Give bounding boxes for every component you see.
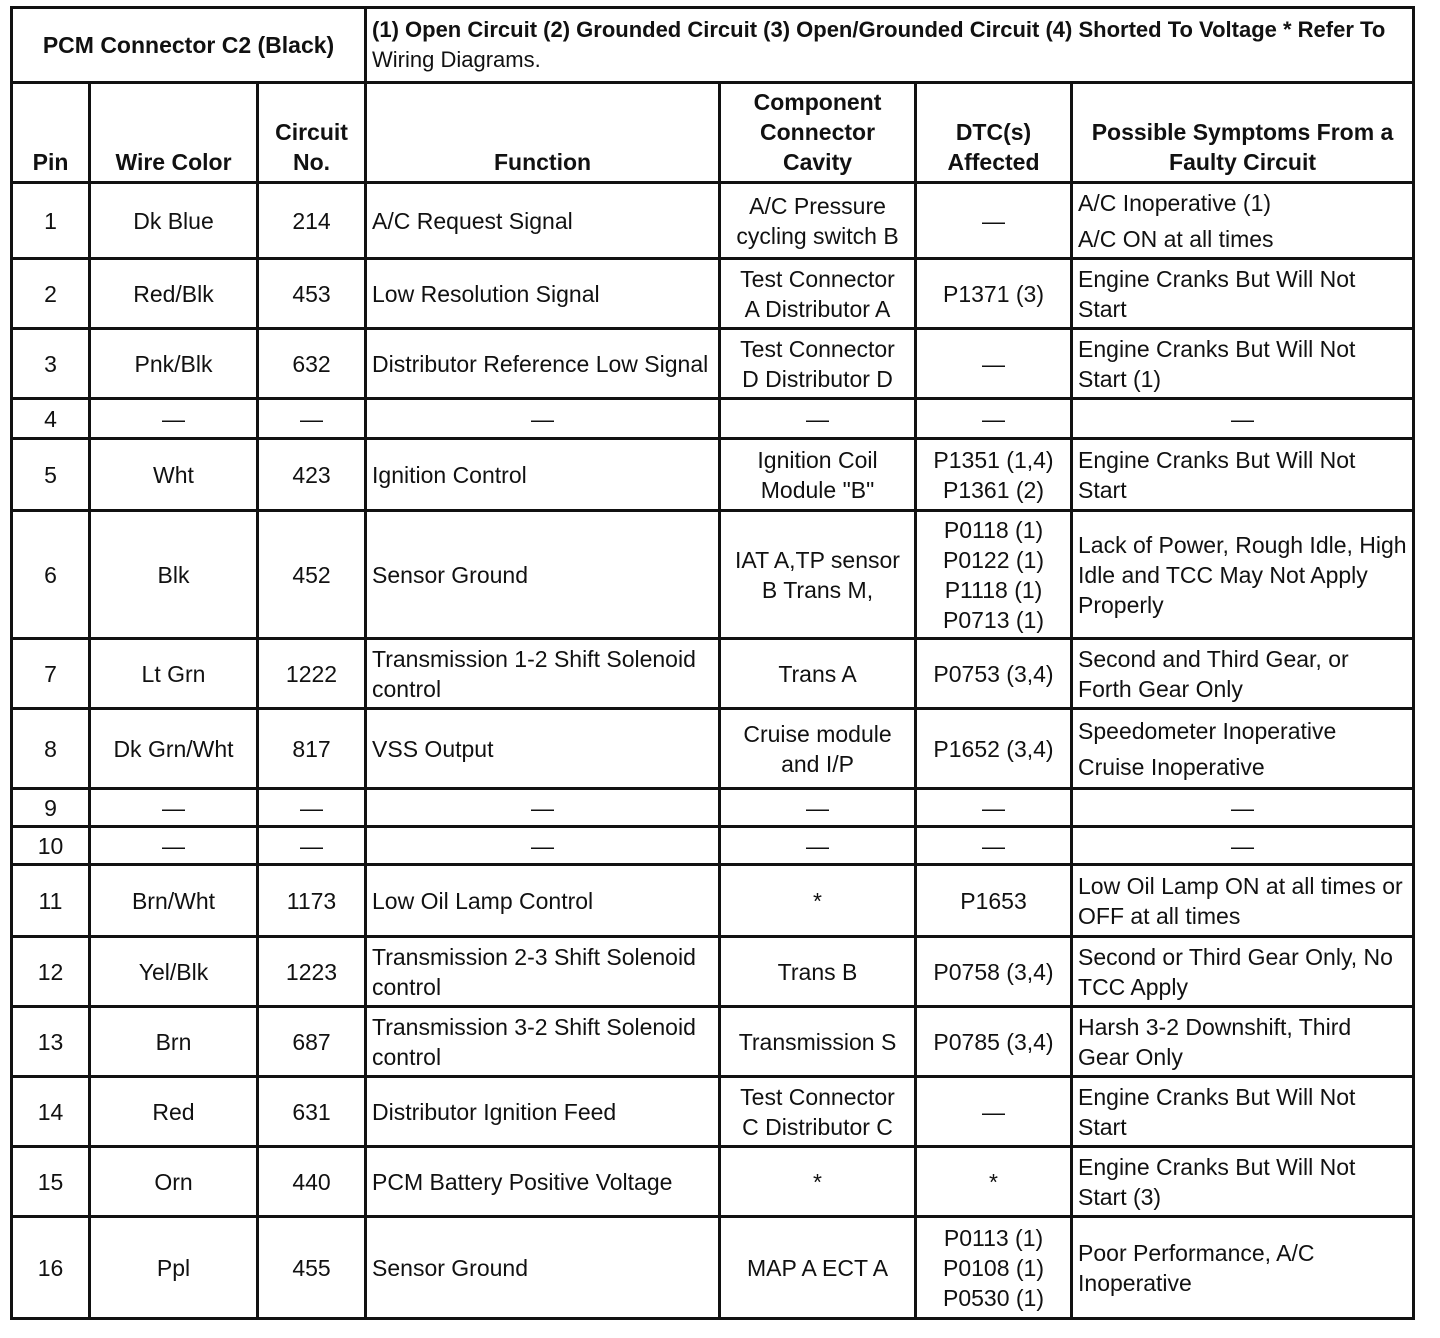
cell-symptoms-line: Engine Cranks But Will Not Start <box>1078 446 1356 503</box>
col-wire-color: Wire Color <box>90 83 258 183</box>
cell-wire-color: Yel/Blk <box>90 937 258 1007</box>
cell-function <box>366 865 720 937</box>
cell-dtc <box>916 789 1072 827</box>
cell-symptoms <box>1072 439 1414 511</box>
cell-function <box>366 937 720 1007</box>
cell-pin: 2 <box>12 259 90 329</box>
cell-dtc-line: — <box>982 350 1006 377</box>
cell-symptoms-line: Second or Third Gear Only, No TCC Apply <box>1078 943 1393 1000</box>
cell-wire-color: — <box>90 399 258 439</box>
cell-dtc-line: — <box>982 832 1006 859</box>
cell-component-line: Test Connector <box>740 335 895 362</box>
cell-pin: 12 <box>12 937 90 1007</box>
cell-symptoms <box>1072 511 1414 639</box>
cell-component <box>720 937 916 1007</box>
cell-symptoms <box>1072 827 1414 865</box>
cell-dtc <box>916 259 1072 329</box>
cell-dtc <box>916 511 1072 639</box>
cell-component-line: D Distributor D <box>742 365 893 392</box>
cell-function <box>366 183 720 259</box>
cell-circuit-no: 817 <box>258 709 366 789</box>
cell-circuit-no: 631 <box>258 1077 366 1147</box>
cell-dtc-line: P0530 (1) <box>943 1284 1045 1311</box>
cell-symptoms <box>1072 639 1414 709</box>
cell-component <box>720 865 916 937</box>
table-row <box>12 399 1414 439</box>
cell-dtc-line: P1653 <box>960 887 1027 914</box>
cell-wire-color: Brn/Wht <box>90 865 258 937</box>
cell-dtc <box>916 827 1072 865</box>
cell-function-line: Sensor Ground <box>372 1254 528 1281</box>
cell-dtc-line: P1652 (3,4) <box>933 735 1054 762</box>
cell-function-line: Distributor Reference Low Signal <box>372 350 709 377</box>
cell-pin: 9 <box>12 789 90 827</box>
table-row <box>12 511 1414 639</box>
cell-component-line: Test Connector <box>740 1083 895 1110</box>
cell-symptoms-line: Engine Cranks But Will Not Start <box>1078 1083 1356 1140</box>
cell-function-line: Distributor Ignition Feed <box>372 1098 617 1125</box>
table-row <box>12 789 1414 827</box>
col-component: Component Connector Cavity <box>720 83 916 183</box>
cell-function <box>366 1007 720 1077</box>
col-pin: Pin <box>12 83 90 183</box>
cell-dtc-line: P0113 (1) <box>943 1224 1044 1251</box>
legend <box>366 8 1414 83</box>
cell-pin: 1 <box>12 183 90 259</box>
pcm-connector-table <box>10 6 1415 1320</box>
cell-circuit-no: — <box>258 399 366 439</box>
cell-circuit-no: 1222 <box>258 639 366 709</box>
cell-dtc-line: — <box>982 794 1006 821</box>
cell-symptoms-line: Engine Cranks But Will Not Start (3) <box>1078 1153 1356 1210</box>
cell-dtc-line: P1361 (2) <box>943 476 1045 503</box>
cell-component-line: MAP A ECT A <box>746 1254 889 1281</box>
cell-dtc <box>916 329 1072 399</box>
cell-dtc <box>916 709 1072 789</box>
cell-wire-color: Red <box>90 1077 258 1147</box>
cell-function-line: — <box>531 832 555 859</box>
cell-function <box>366 1077 720 1147</box>
cell-pin: 4 <box>12 399 90 439</box>
cell-wire-color: Dk Grn/Wht <box>90 709 258 789</box>
cell-symptoms-line: Second and Third Gear, or Forth Gear Only <box>1078 645 1349 702</box>
table-row <box>12 865 1414 937</box>
cell-symptoms <box>1072 1217 1414 1319</box>
col-circuit-no: Circuit No. <box>258 83 366 183</box>
cell-dtc <box>916 399 1072 439</box>
cell-component <box>720 399 916 439</box>
cell-pin: 13 <box>12 1007 90 1077</box>
cell-symptoms-line: Low Oil Lamp ON at all times or OFF at all times <box>1078 872 1403 929</box>
cell-dtc-line: P0753 (3,4) <box>933 660 1054 687</box>
cell-function <box>366 399 720 439</box>
cell-dtc-line: P0122 (1) <box>943 546 1045 573</box>
cell-symptoms-line: A/C ON at all times <box>1078 225 1274 252</box>
cell-dtc-line: P0108 (1) <box>943 1254 1045 1281</box>
cell-function-line: Sensor Ground <box>372 561 528 588</box>
cell-circuit-no: 632 <box>258 329 366 399</box>
pcm-connector-table-container <box>10 6 1412 1320</box>
connector-title: PCM Connector C2 (Black) <box>12 8 366 83</box>
cell-symptoms <box>1072 183 1414 259</box>
cell-symptoms <box>1072 329 1414 399</box>
cell-function-line: Transmission 3-2 Shift Solenoid control <box>372 1013 696 1070</box>
cell-symptoms-line: Speedometer Inoperative <box>1078 717 1337 744</box>
cell-component-line: — <box>806 405 830 432</box>
cell-component-line: cycling switch B <box>736 222 899 249</box>
cell-dtc-line: — <box>982 405 1006 432</box>
table-row <box>12 937 1414 1007</box>
cell-dtc-line: P1351 (1,4) <box>933 446 1054 473</box>
cell-function-line: Low Resolution Signal <box>372 280 600 307</box>
cell-pin: 3 <box>12 329 90 399</box>
cell-circuit-no: — <box>258 789 366 827</box>
cell-function <box>366 511 720 639</box>
cell-circuit-no: 453 <box>258 259 366 329</box>
cell-dtc-line: P0785 (3,4) <box>933 1028 1054 1055</box>
cell-component-line: * <box>813 887 822 914</box>
cell-wire-color: Blk <box>90 511 258 639</box>
cell-function <box>366 439 720 511</box>
cell-component-line: — <box>806 794 830 821</box>
cell-circuit-no: 1173 <box>258 865 366 937</box>
cell-symptoms-line: Lack of Power, Rough Idle, High Idle and TCC May Not Apply Properly <box>1078 531 1407 618</box>
cell-symptoms-line: — <box>1231 794 1255 821</box>
cell-dtc <box>916 439 1072 511</box>
cell-component-line: Test Connector <box>740 265 895 292</box>
cell-pin: 7 <box>12 639 90 709</box>
cell-component <box>720 1007 916 1077</box>
table-body <box>12 183 1414 1319</box>
cell-symptoms-line: Harsh 3-2 Downshift, Third Gear Only <box>1078 1013 1352 1070</box>
cell-component <box>720 1147 916 1217</box>
cell-symptoms <box>1072 1007 1414 1077</box>
cell-circuit-no: 1223 <box>258 937 366 1007</box>
cell-symptoms <box>1072 709 1414 789</box>
cell-dtc-line: P0758 (3,4) <box>933 958 1054 985</box>
legend-bold: (1) Open Circuit (2) Grounded Circuit (3) Open/Grounded Circuit (4) Shorted To Voltage * Refer To <box>372 17 1386 42</box>
cell-dtc <box>916 1007 1072 1077</box>
col-function: Function <box>366 83 720 183</box>
cell-component-line: Cruise module <box>743 720 892 747</box>
cell-dtc <box>916 639 1072 709</box>
cell-component <box>720 511 916 639</box>
cell-pin: 6 <box>12 511 90 639</box>
cell-circuit-no: 452 <box>258 511 366 639</box>
cell-symptoms <box>1072 1147 1414 1217</box>
cell-component-line: * <box>813 1168 822 1195</box>
cell-dtc-line: P1118 (1) <box>944 576 1043 603</box>
cell-function <box>366 259 720 329</box>
table-row <box>12 329 1414 399</box>
cell-symptoms-line: Cruise Inoperative <box>1078 753 1265 780</box>
cell-wire-color: Ppl <box>90 1217 258 1319</box>
cell-dtc-line: * <box>989 1168 998 1195</box>
cell-wire-color: Dk Blue <box>90 183 258 259</box>
cell-circuit-no: 423 <box>258 439 366 511</box>
cell-wire-color: Red/Blk <box>90 259 258 329</box>
cell-component <box>720 827 916 865</box>
cell-component <box>720 639 916 709</box>
cell-symptoms <box>1072 399 1414 439</box>
col-dtc: DTC(s) Affected <box>916 83 1072 183</box>
cell-pin: 5 <box>12 439 90 511</box>
cell-function <box>366 639 720 709</box>
cell-symptoms <box>1072 865 1414 937</box>
cell-pin: 15 <box>12 1147 90 1217</box>
cell-pin: 14 <box>12 1077 90 1147</box>
cell-dtc <box>916 1077 1072 1147</box>
cell-component <box>720 439 916 511</box>
cell-pin: 8 <box>12 709 90 789</box>
cell-function-line: Ignition Control <box>372 461 527 488</box>
cell-circuit-no: 440 <box>258 1147 366 1217</box>
cell-symptoms <box>1072 789 1414 827</box>
table-row <box>12 709 1414 789</box>
table-row <box>12 827 1414 865</box>
cell-symptoms <box>1072 259 1414 329</box>
cell-component-line: IAT A,TP sensor <box>735 546 900 573</box>
cell-symptoms-line: Poor Performance, A/C Inoperative <box>1078 1239 1315 1296</box>
cell-function-line: A/C Request Signal <box>372 207 573 234</box>
cell-circuit-no: — <box>258 827 366 865</box>
cell-component <box>720 183 916 259</box>
cell-dtc-line: — <box>982 207 1006 234</box>
cell-pin: 10 <box>12 827 90 865</box>
cell-component-line: A/C Pressure <box>749 192 886 219</box>
cell-dtc <box>916 183 1072 259</box>
cell-component-line: Trans A <box>778 660 857 687</box>
cell-component <box>720 789 916 827</box>
cell-pin: 16 <box>12 1217 90 1319</box>
cell-wire-color: Pnk/Blk <box>90 329 258 399</box>
table-row <box>12 1077 1414 1147</box>
cell-symptoms <box>1072 937 1414 1007</box>
cell-component <box>720 1217 916 1319</box>
cell-component-line: — <box>806 832 830 859</box>
cell-function <box>366 827 720 865</box>
cell-function-line: — <box>531 405 555 432</box>
cell-symptoms-line: — <box>1231 405 1255 432</box>
table-row <box>12 1217 1414 1319</box>
cell-symptoms <box>1072 1077 1414 1147</box>
cell-component-line: Transmission S <box>738 1028 897 1055</box>
cell-dtc <box>916 937 1072 1007</box>
legend-normal: Wiring Diagrams. <box>372 47 541 72</box>
cell-function-line: VSS Output <box>372 735 494 762</box>
cell-function-line: Transmission 2-3 Shift Solenoid control <box>372 943 696 1000</box>
cell-pin: 11 <box>12 865 90 937</box>
table-row <box>12 259 1414 329</box>
cell-dtc-line: P0118 (1) <box>943 516 1044 543</box>
table-row <box>12 1147 1414 1217</box>
cell-component-line: Trans B <box>777 958 858 985</box>
cell-function <box>366 1217 720 1319</box>
cell-component-line: and I/P <box>781 750 854 777</box>
cell-component-line: Module "B" <box>760 476 875 503</box>
cell-symptoms-line: A/C Inoperative (1) <box>1078 189 1272 216</box>
cell-function <box>366 709 720 789</box>
cell-wire-color: Brn <box>90 1007 258 1077</box>
cell-wire-color: Orn <box>90 1147 258 1217</box>
cell-wire-color: — <box>90 827 258 865</box>
cell-component <box>720 1077 916 1147</box>
cell-symptoms-line: — <box>1231 832 1255 859</box>
cell-function <box>366 1147 720 1217</box>
cell-dtc <box>916 1147 1072 1217</box>
cell-symptoms-line: Engine Cranks But Will Not Start <box>1078 265 1356 322</box>
cell-symptoms-line: Engine Cranks But Will Not Start (1) <box>1078 335 1356 392</box>
cell-component-line: A Distributor A <box>744 295 891 322</box>
table-row <box>12 439 1414 511</box>
cell-dtc-line: — <box>982 1098 1006 1125</box>
cell-dtc-line: P0713 (1) <box>943 606 1045 633</box>
cell-wire-color: Wht <box>90 439 258 511</box>
cell-component-line: C Distributor C <box>742 1113 893 1140</box>
table-row <box>12 1007 1414 1077</box>
cell-circuit-no: 455 <box>258 1217 366 1319</box>
cell-wire-color: Lt Grn <box>90 639 258 709</box>
cell-function-line: PCM Battery Positive Voltage <box>372 1168 673 1195</box>
table-row <box>12 639 1414 709</box>
cell-function-line: — <box>531 794 555 821</box>
table-title-row <box>12 8 1414 83</box>
cell-function <box>366 789 720 827</box>
cell-function-line: Transmission 1-2 Shift Solenoid control <box>372 645 696 702</box>
cell-component <box>720 259 916 329</box>
cell-circuit-no: 687 <box>258 1007 366 1077</box>
cell-function <box>366 329 720 399</box>
cell-dtc <box>916 1217 1072 1319</box>
table-row <box>12 183 1414 259</box>
col-symptoms: Possible Symptoms From a Faulty Circuit <box>1072 83 1414 183</box>
cell-component-line: Ignition Coil <box>757 446 878 473</box>
cell-circuit-no: 214 <box>258 183 366 259</box>
cell-component <box>720 709 916 789</box>
cell-dtc-line: P1371 (3) <box>943 280 1045 307</box>
cell-function-line: Low Oil Lamp Control <box>372 887 594 914</box>
cell-dtc <box>916 865 1072 937</box>
column-header-row <box>12 83 1414 183</box>
cell-component <box>720 329 916 399</box>
cell-wire-color: — <box>90 789 258 827</box>
cell-component-line: B Trans M, <box>761 576 874 603</box>
